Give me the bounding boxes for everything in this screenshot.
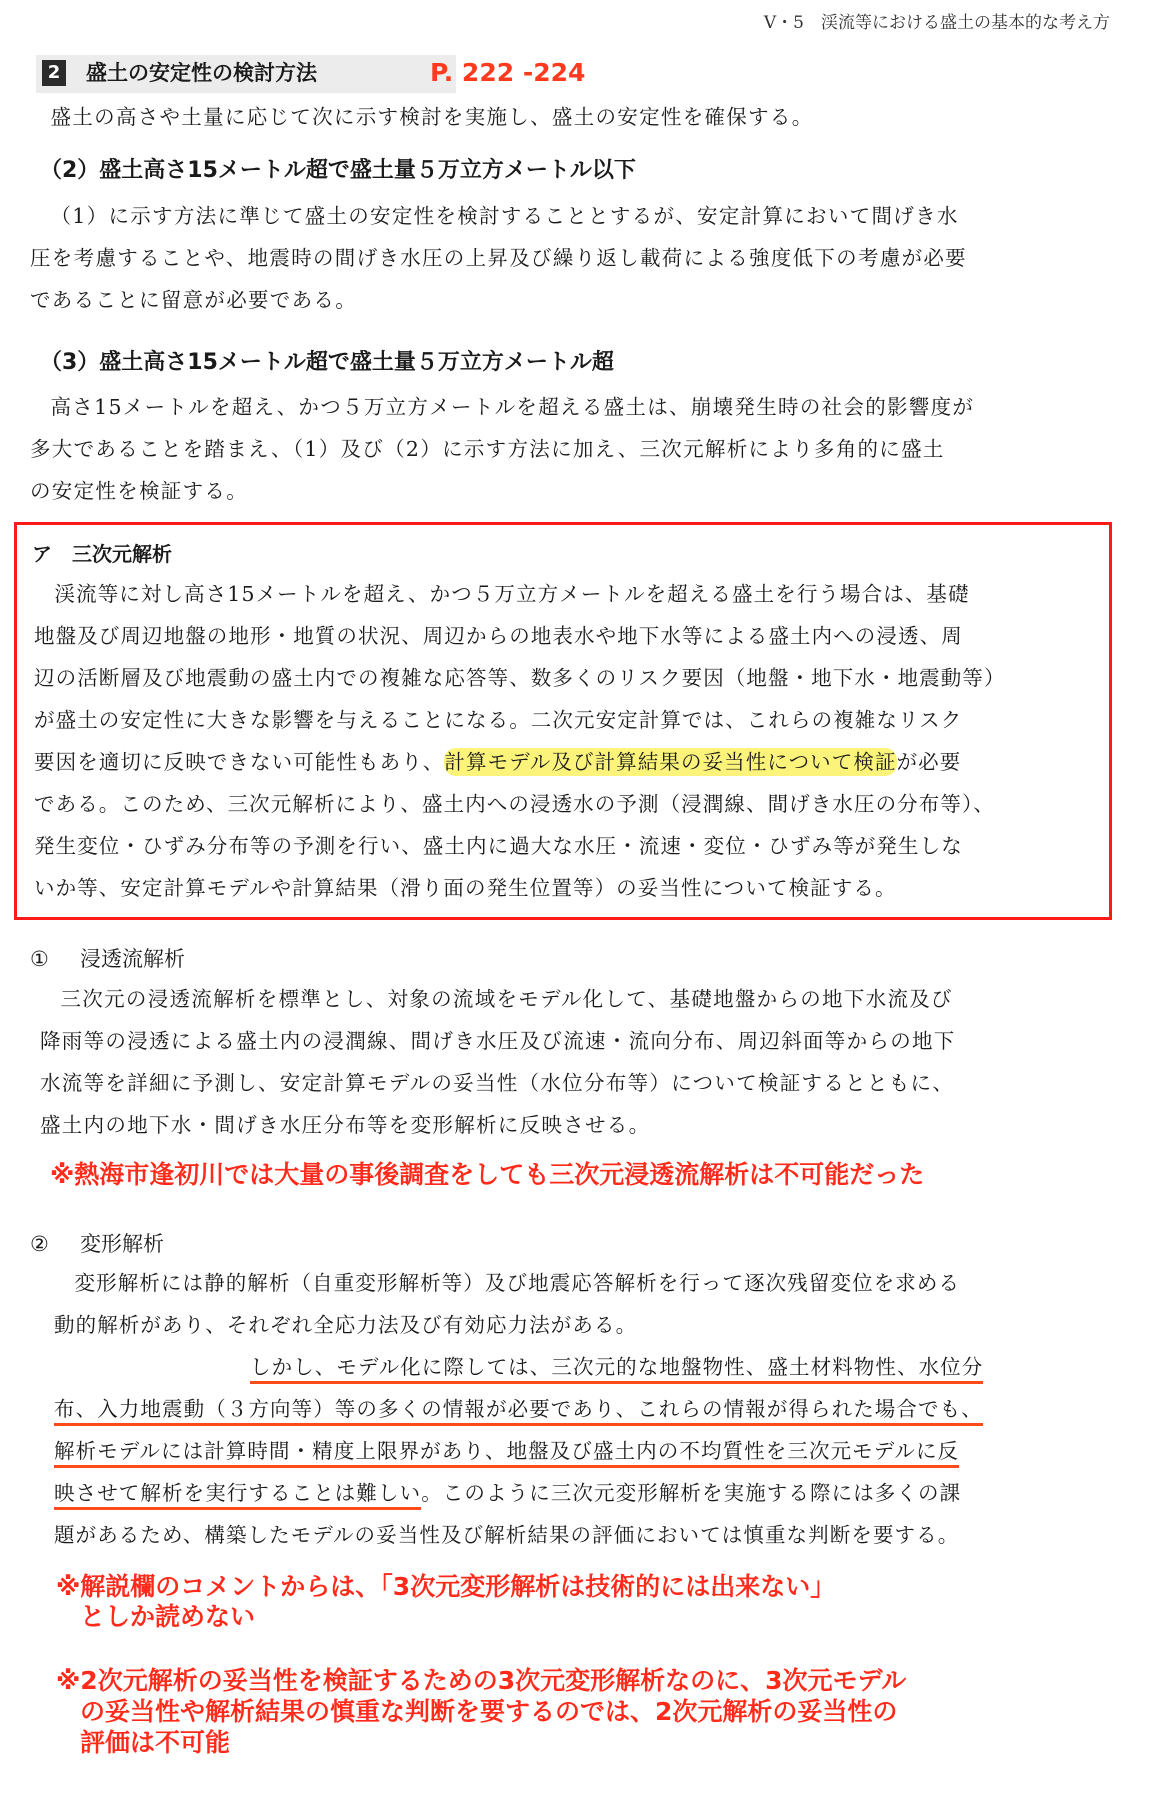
intro-line: 盛土の高さや土量に応じて次に示す検討を実施し、盛土の安定性を確保する。 [50,105,814,129]
subsection-2-title: （2）盛土高さ15メートル超で盛土量５万立方メートル以下 [40,158,636,183]
note-line: ※解説欄のコメントからは、「3次元変形解析は技術的には出来ない」 [56,1572,836,1601]
box-title: ア 三次元解析 [32,542,172,566]
red-note-2 [56,1572,835,1632]
text-line: 三次元の浸透流解析を標準とし、対象の流域をモデル化して、基礎地盤からの地下水流及び [60,987,953,1011]
text-line: 変形解析には静的解析（自重変形解析等）及び地震応答解析を行って逐次残留変位を求める [74,1271,961,1295]
text-segment: 。このように三次元変形解析を実施する際には多くの課 [421,1481,962,1505]
text-line: 題があるため、構築したモデルの妥当性及び解析結果の評価においては慎重な判断を要する。 [54,1523,960,1547]
note-line: 評価は不可能 [80,1728,231,1757]
item-1-title [30,943,185,973]
subsection-2-body [30,195,1100,321]
text-line: 地盤及び周辺地盤の地形・地質の状況、周辺からの地表水や地下水等による盛土内への浸透、周 [34,624,963,648]
text-line: 渓流等に対し高さ15メートルを超え、かつ５万立方メートルを超える盛土を行う場合は、基礎 [54,582,970,606]
item-title-text: 浸透流解析 [80,947,185,971]
underlined-text: 映させて解析を実行することは難しい [54,1481,421,1510]
subsection-3-body [30,386,1100,512]
section-intro [30,96,1100,138]
underlined-text: 解析モデルには計算時間・精度上限界があり、地盤及び盛土内の不均質性を三次元モデルに反 [54,1439,959,1468]
text-line [54,1388,1104,1430]
text-line: 盛土内の地下水・間げき水圧分布等を変形解析に反映させる。 [40,1113,651,1137]
running-header: Ⅴ・5 渓流等における盛土の基本的な考え方 [763,13,1110,33]
text-line [34,741,1094,783]
circled-number: ① [30,947,49,971]
item-2-body [54,1262,1104,1556]
section-number-badge: 2 [42,60,66,86]
text-line: 降雨等の浸透による盛土内の浸潤線、間げき水圧及び流速・流向分布、周辺斜面等からの地下 [40,1029,956,1053]
red-note-1: ※熱海市逢初川では大量の事後調査をしても三次元浸透流解析は不可能だった [50,1160,925,1189]
text-line: 高さ15メートルを超え、かつ５万立方メートルを超える盛土は、崩壊発生時の社会的影響度が [50,395,975,419]
text-line: 発生変位・ひずみ分布等の予測を行い、盛土内に過大な水圧・流速・変位・ひずみ等が発生しな [34,834,963,858]
text-segment: が必要 [896,750,962,774]
text-segment: 要因を適切に反映できない可能性もあり、 [34,750,445,774]
text-line: であることに留意が必要である。 [30,288,357,312]
text-line: いか等、安定計算モデルや計算結果（滑り面の発生位置等）の妥当性について検証する。 [34,876,897,900]
text-line: 辺の活断層及び地震動の盛土内での複雑な応答等、数多くのリスク要因（地盤・地下水・地震動等） [34,666,1006,690]
underlined-text: しかし、モデル化に際しては、三次元的な地盤物性、盛土材料物性、水位分 [250,1355,983,1384]
underlined-text: 布、入力地震動（３方向等）等の多くの情報が必要であり、これらの情報が得られた場合でも、 [54,1397,983,1426]
text-line: が盛土の安定性に大きな影響を与えることになる。二次元安定計算では、これらの複雑なリスク [34,708,963,732]
box-body [34,573,1094,909]
circled-number: ② [30,1232,49,1256]
item-title-text: 変形解析 [80,1232,164,1256]
item-1-body [40,978,1100,1146]
subsection-3-title: （3）盛土高さ15メートル超で盛土量５万立方メートル超 [40,350,614,375]
text-line [54,1472,1104,1514]
text-line [54,1346,1104,1388]
text-line: 多大であることを踏まえ、（1）及び（2）に示す方法に加え、三次元解析により多角的に盛土 [30,437,945,461]
note-line: の妥当性や解析結果の慎重な判断を要するのでは、2次元解析の妥当性の [80,1697,898,1726]
yellow-highlight: 計算モデル及び計算結果の妥当性について検証 [444,750,897,774]
text-line: の安定性を検証する。 [30,479,248,503]
text-line: （1）に示す方法に準じて盛土の安定性を検討することとするが、安定計算において間げき水 [50,204,959,228]
text-line: 動的解析があり、それぞれ全応力法及び有効応力法がある。 [54,1313,638,1337]
text-line: 圧を考慮することや、地震時の間げき水圧の上昇及び繰り返し載荷による強度低下の考慮が必要 [30,246,967,270]
item-2-title [30,1228,164,1258]
text-line: 水流等を詳細に予測し、安定計算モデルの妥当性（水位分布等）について検証するとともに、 [40,1071,955,1095]
text-line [54,1430,1104,1472]
text-line: である。このため、三次元解析により、盛土内への浸透水の予測（浸潤線、間げき水圧の分布等）、 [34,792,995,816]
note-line: ※2次元解析の妥当性を検証するための3次元変形解析なのに、3次元モデル [56,1666,907,1695]
red-note-3 [56,1665,906,1758]
section-title: 盛土の安定性の検討方法 [86,61,317,85]
page-reference-annotation: P. 222 -224 [430,58,586,87]
note-line: としか読めない [80,1602,256,1631]
